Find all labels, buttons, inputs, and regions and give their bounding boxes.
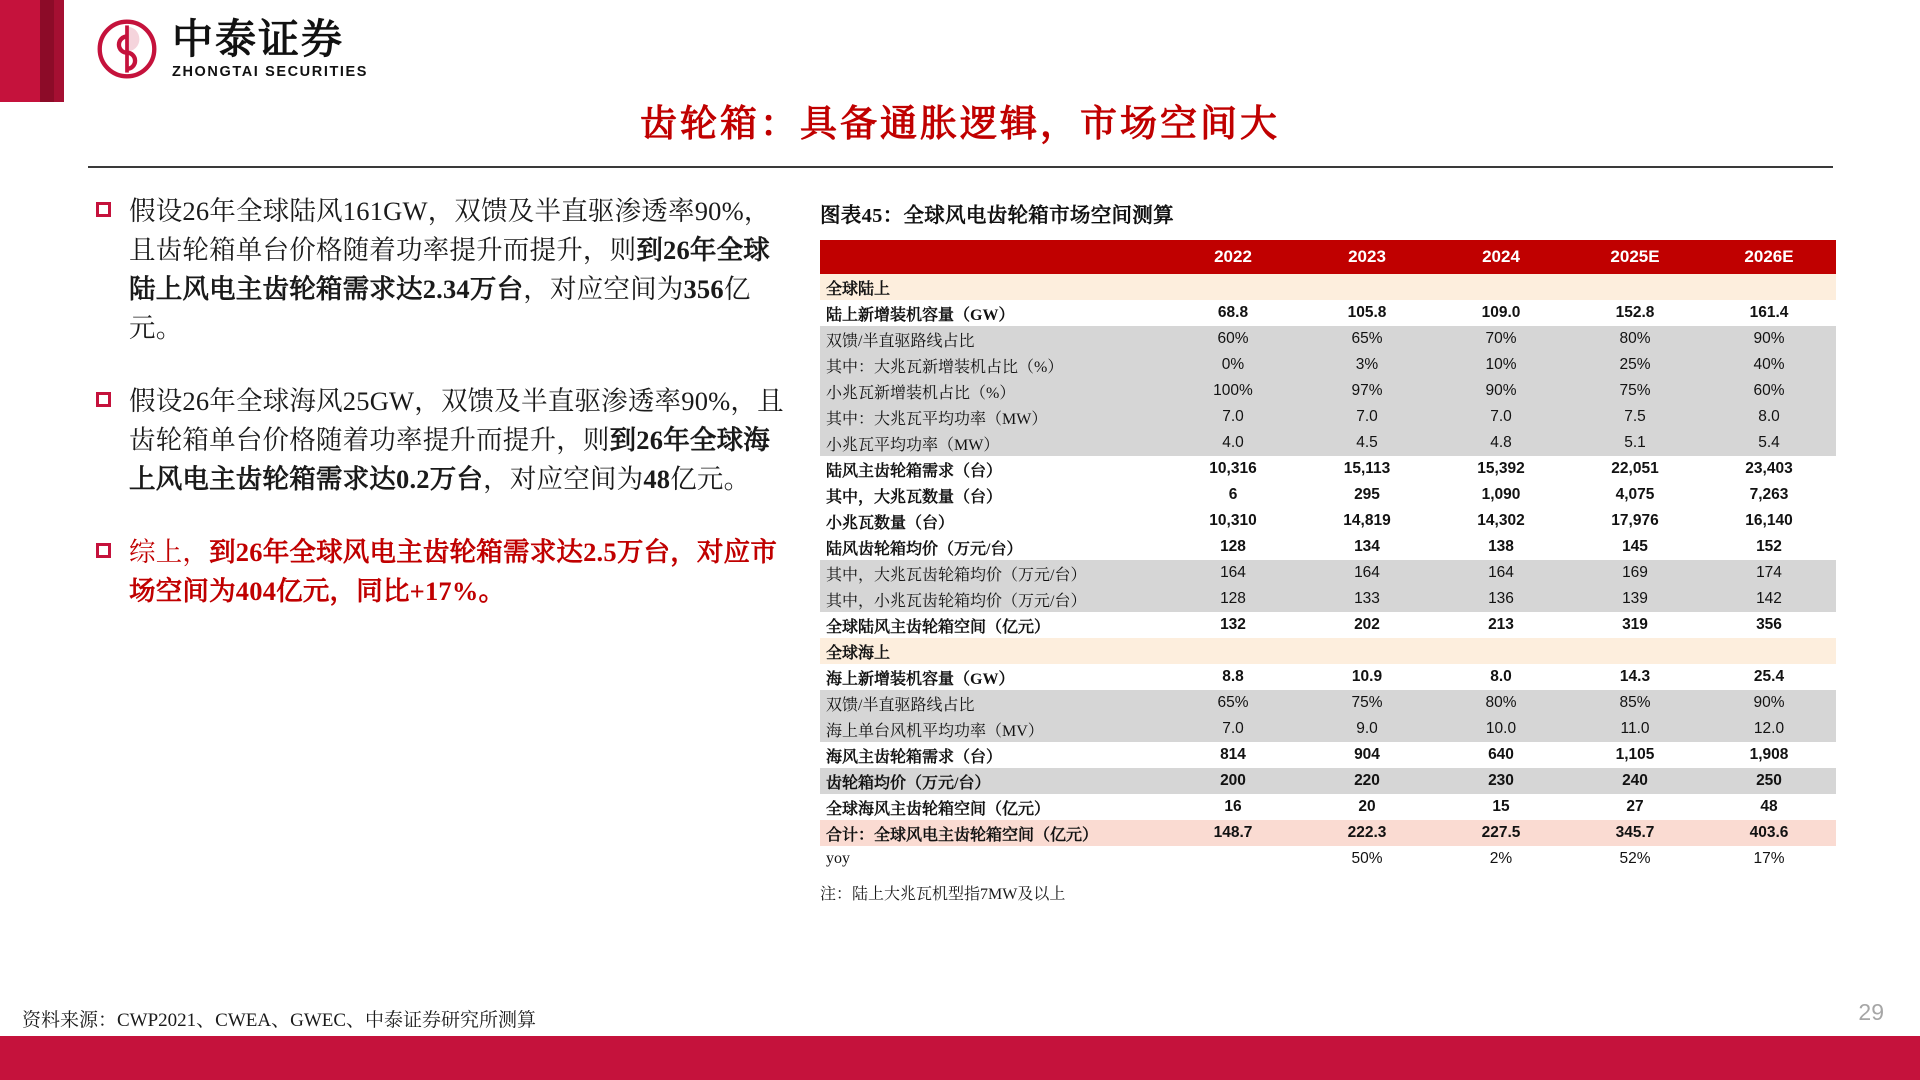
table-cell: 174 bbox=[1702, 560, 1836, 586]
table-cell: 148.7 bbox=[1166, 820, 1300, 846]
table-row-label: 其中：大兆瓦平均功率（MW） bbox=[820, 404, 1166, 430]
table-cell: 90% bbox=[1434, 378, 1568, 404]
table-cell: 60% bbox=[1166, 326, 1300, 352]
bullet-text-segment: 到26年全球陆上风电主齿轮箱需求达2.34万台 bbox=[129, 235, 771, 304]
header-stripe-primary bbox=[0, 0, 40, 102]
bullet-list bbox=[96, 192, 796, 645]
table-cell: 10.9 bbox=[1300, 664, 1434, 690]
source-line: 资料来源：CWP2021、CWEA、GWEC、中泰证券研究所测算 bbox=[22, 1009, 537, 1031]
table-cell: 10% bbox=[1434, 352, 1568, 378]
bullet-item-offshore bbox=[96, 382, 796, 499]
table-cell: 152.8 bbox=[1568, 300, 1702, 326]
table-cell: 904 bbox=[1300, 742, 1434, 768]
table-cell: 4.0 bbox=[1166, 430, 1300, 456]
table-row-label: 双馈/半直驱路线占比 bbox=[820, 690, 1166, 716]
table-row-label: 小兆瓦平均功率（MW） bbox=[820, 430, 1166, 456]
table-cell: 6 bbox=[1166, 482, 1300, 508]
table-cell: 105.8 bbox=[1300, 300, 1434, 326]
table-cell: 128 bbox=[1166, 534, 1300, 560]
table-cell: 12.0 bbox=[1702, 716, 1836, 742]
table-row-label: 陆风齿轮箱均价（万元/台） bbox=[820, 534, 1166, 560]
table-cell: 213 bbox=[1434, 612, 1568, 638]
table-head bbox=[820, 240, 1836, 274]
table-row bbox=[820, 846, 1836, 872]
table-cell: 16,140 bbox=[1702, 508, 1836, 534]
table-cell: 10,316 bbox=[1166, 456, 1300, 482]
exhibit-panel bbox=[820, 198, 1836, 904]
bullet-offshore-text bbox=[129, 382, 796, 499]
table-cell: 50% bbox=[1300, 846, 1434, 872]
table-row-label: 其中，小兆瓦齿轮箱均价（万元/台） bbox=[820, 586, 1166, 612]
table-cell: 4.5 bbox=[1300, 430, 1434, 456]
table-cell: 136 bbox=[1434, 586, 1568, 612]
table-row bbox=[820, 326, 1836, 352]
square-bullet-icon bbox=[96, 202, 111, 217]
table-cell: 25% bbox=[1568, 352, 1702, 378]
table-cell: 161.4 bbox=[1702, 300, 1836, 326]
table-cell: 145 bbox=[1568, 534, 1702, 560]
table-col-header-blank bbox=[820, 240, 1166, 274]
table-cell: 109.0 bbox=[1434, 300, 1568, 326]
table-cell: 220 bbox=[1300, 768, 1434, 794]
table-cell: 80% bbox=[1568, 326, 1702, 352]
table-col-header-2026e: 2026E bbox=[1702, 240, 1836, 274]
table-cell: 5.4 bbox=[1702, 430, 1836, 456]
table-section-row bbox=[820, 638, 1836, 664]
table-cell: 5.1 bbox=[1568, 430, 1702, 456]
table-row bbox=[820, 820, 1836, 846]
table-cell: 14,819 bbox=[1300, 508, 1434, 534]
table-cell: 15 bbox=[1434, 794, 1568, 820]
table-cell: 23,403 bbox=[1702, 456, 1836, 482]
table-cell: 202 bbox=[1300, 612, 1434, 638]
table-cell: 222.3 bbox=[1300, 820, 1434, 846]
table-row bbox=[820, 742, 1836, 768]
table-row bbox=[820, 430, 1836, 456]
table-row-label: 合计：全球风电主齿轮箱空间（亿元） bbox=[820, 820, 1166, 846]
table-cell: 356 bbox=[1702, 612, 1836, 638]
table-cell: 7.0 bbox=[1166, 716, 1300, 742]
table-cell: 17,976 bbox=[1568, 508, 1702, 534]
bullet-item-onshore bbox=[96, 192, 796, 348]
table-cell: 100% bbox=[1166, 378, 1300, 404]
table-cell: 70% bbox=[1434, 326, 1568, 352]
bullet-text-segment: ，对应空间为 bbox=[483, 464, 644, 494]
table-row-label: 小兆瓦新增装机占比（%） bbox=[820, 378, 1166, 404]
bullet-text-segment: 假设26年全球海风25GW，双馈及半直驱渗透率90%，且齿轮箱单台价格随着功率提升而提升，则 bbox=[129, 386, 784, 455]
table-cell: 1,908 bbox=[1702, 742, 1836, 768]
bullet-text-segment: 48 bbox=[643, 464, 671, 494]
table-body bbox=[820, 274, 1836, 872]
table-row bbox=[820, 404, 1836, 430]
header-stripe-dark bbox=[40, 0, 54, 102]
table-cell: 52% bbox=[1568, 846, 1702, 872]
table-cell: 133 bbox=[1300, 586, 1434, 612]
bullet-text-segment: 到26年全球风电主齿轮箱需求达2.5万台，对应市场空间为404亿元，同比+17%。 bbox=[129, 537, 778, 606]
bullet-onshore-text bbox=[129, 192, 796, 348]
table-section-row bbox=[820, 274, 1836, 300]
table-row-label: 全球海上 bbox=[820, 638, 1836, 664]
table-cell: 85% bbox=[1568, 690, 1702, 716]
square-bullet-icon bbox=[96, 392, 111, 407]
footer-band bbox=[0, 1036, 1920, 1080]
table-cell: 295 bbox=[1300, 482, 1434, 508]
table-row-label: 其中，大兆瓦齿轮箱均价（万元/台） bbox=[820, 560, 1166, 586]
table-cell: 1,090 bbox=[1434, 482, 1568, 508]
table-cell: 10,310 bbox=[1166, 508, 1300, 534]
table-cell: 250 bbox=[1702, 768, 1836, 794]
table-cell: 128 bbox=[1166, 586, 1300, 612]
table-cell: 68.8 bbox=[1166, 300, 1300, 326]
table-cell: 97% bbox=[1300, 378, 1434, 404]
table-cell: 9.0 bbox=[1300, 716, 1434, 742]
table-row-label: 其中：大兆瓦新增装机占比（%） bbox=[820, 352, 1166, 378]
bullet-summary-text bbox=[129, 533, 796, 611]
table-col-header-2024: 2024 bbox=[1434, 240, 1568, 274]
table-row bbox=[820, 482, 1836, 508]
table-cell: 75% bbox=[1300, 690, 1434, 716]
table-cell: 132 bbox=[1166, 612, 1300, 638]
table-cell: 48 bbox=[1702, 794, 1836, 820]
table-row-label: 海风主齿轮箱需求（台） bbox=[820, 742, 1166, 768]
table-cell: 345.7 bbox=[1568, 820, 1702, 846]
table-row bbox=[820, 300, 1836, 326]
table-cell: 164 bbox=[1434, 560, 1568, 586]
table-header-row bbox=[820, 240, 1836, 274]
table-row-label: 海上新增装机容量（GW） bbox=[820, 664, 1166, 690]
table-row-label: 其中，大兆瓦数量（台） bbox=[820, 482, 1166, 508]
table-cell: 640 bbox=[1434, 742, 1568, 768]
table-cell: 7.0 bbox=[1300, 404, 1434, 430]
table-cell: 319 bbox=[1568, 612, 1702, 638]
table-note: 注：陆上大兆瓦机型指7MW及以上 bbox=[820, 886, 1066, 903]
table-cell: 403.6 bbox=[1702, 820, 1836, 846]
table-cell: 139 bbox=[1568, 586, 1702, 612]
table-cell: 7.0 bbox=[1166, 404, 1300, 430]
company-logo bbox=[96, 18, 368, 80]
logo-chinese-name: 中泰证券 bbox=[172, 16, 344, 62]
table-cell: 17% bbox=[1702, 846, 1836, 872]
table-row bbox=[820, 586, 1836, 612]
table-row bbox=[820, 378, 1836, 404]
bullet-text-segment: 亿元。 bbox=[670, 464, 751, 494]
table-row-label: 全球陆上 bbox=[820, 274, 1836, 300]
square-bullet-icon bbox=[96, 543, 111, 558]
table-cell: 65% bbox=[1166, 690, 1300, 716]
table-cell: 40% bbox=[1702, 352, 1836, 378]
table-cell: 152 bbox=[1702, 534, 1836, 560]
table-cell: 90% bbox=[1702, 326, 1836, 352]
table-cell: 90% bbox=[1702, 690, 1836, 716]
table-row-label: 全球陆风主齿轮箱空间（亿元） bbox=[820, 612, 1166, 638]
logo-english-name: ZHONGTAI SECURITIES bbox=[172, 64, 369, 81]
table-cell: 2% bbox=[1434, 846, 1568, 872]
table-cell: 227.5 bbox=[1434, 820, 1568, 846]
table-row-label: 陆上新增装机容量（GW） bbox=[820, 300, 1166, 326]
table-cell: 200 bbox=[1166, 768, 1300, 794]
table-cell: 4,075 bbox=[1568, 482, 1702, 508]
table-row bbox=[820, 560, 1836, 586]
table-row-label: 海上单台风机平均功率（MV） bbox=[820, 716, 1166, 742]
table-cell: 27 bbox=[1568, 794, 1702, 820]
table-cell: 15,392 bbox=[1434, 456, 1568, 482]
page-number: 29 bbox=[1858, 999, 1884, 1025]
table-cell: 65% bbox=[1300, 326, 1434, 352]
market-space-table bbox=[820, 240, 1836, 872]
table-cell: 20 bbox=[1300, 794, 1434, 820]
table-row bbox=[820, 794, 1836, 820]
table-cell bbox=[1166, 846, 1300, 872]
title-divider bbox=[88, 166, 1833, 168]
page-title: 齿轮箱：具备通胀逻辑，市场空间大 bbox=[640, 104, 1280, 145]
table-cell: 80% bbox=[1434, 690, 1568, 716]
header-stripe-mid bbox=[54, 0, 64, 102]
table-cell: 142 bbox=[1702, 586, 1836, 612]
bullet-text-segment: ，对应空间为 bbox=[523, 274, 684, 304]
table-row bbox=[820, 612, 1836, 638]
table-cell: 240 bbox=[1568, 768, 1702, 794]
table-cell: 8.0 bbox=[1702, 404, 1836, 430]
table-cell: 230 bbox=[1434, 768, 1568, 794]
table-row bbox=[820, 352, 1836, 378]
table-cell: 8.0 bbox=[1434, 664, 1568, 690]
table-cell: 75% bbox=[1568, 378, 1702, 404]
table-cell: 138 bbox=[1434, 534, 1568, 560]
table-row-label: yoy bbox=[820, 846, 1166, 872]
exhibit-title: 图表45：全球风电齿轮箱市场空间测算 bbox=[820, 205, 1174, 227]
bullet-text-segment: 亿元。 bbox=[129, 274, 751, 343]
table-cell: 7,263 bbox=[1702, 482, 1836, 508]
bullet-text-segment: 假设26年全球陆风161GW，双馈及半直驱渗透率90%，且齿轮箱单台价格随着功率提升而提升，则 bbox=[129, 196, 771, 265]
table-row-label: 陆风主齿轮箱需求（台） bbox=[820, 456, 1166, 482]
table-row-label: 齿轮箱均价（万元/台） bbox=[820, 768, 1166, 794]
table-cell: 14.3 bbox=[1568, 664, 1702, 690]
table-col-header-2025e: 2025E bbox=[1568, 240, 1702, 274]
table-row bbox=[820, 508, 1836, 534]
table-row-label: 双馈/半直驱路线占比 bbox=[820, 326, 1166, 352]
table-cell: 11.0 bbox=[1568, 716, 1702, 742]
bullet-text-segment: 到26年全球海上风电主齿轮箱需求达0.2万台 bbox=[129, 425, 771, 494]
table-cell: 8.8 bbox=[1166, 664, 1300, 690]
table-col-header-2023: 2023 bbox=[1300, 240, 1434, 274]
bullet-text-segment: 综上， bbox=[129, 537, 210, 567]
table-col-header-2022: 2022 bbox=[1166, 240, 1300, 274]
slide-header bbox=[0, 0, 1920, 102]
table-cell: 164 bbox=[1300, 560, 1434, 586]
table-row bbox=[820, 534, 1836, 560]
table-row bbox=[820, 664, 1836, 690]
table-cell: 60% bbox=[1702, 378, 1836, 404]
table-cell: 0% bbox=[1166, 352, 1300, 378]
table-cell: 16 bbox=[1166, 794, 1300, 820]
table-cell: 7.5 bbox=[1568, 404, 1702, 430]
table-cell: 14,302 bbox=[1434, 508, 1568, 534]
table-row bbox=[820, 716, 1836, 742]
table-row bbox=[820, 768, 1836, 794]
table-cell: 3% bbox=[1300, 352, 1434, 378]
table-cell: 814 bbox=[1166, 742, 1300, 768]
bullet-item-summary bbox=[96, 533, 796, 611]
table-cell: 10.0 bbox=[1434, 716, 1568, 742]
table-cell: 4.8 bbox=[1434, 430, 1568, 456]
bullet-text-segment: 356 bbox=[683, 274, 724, 304]
table-cell: 1,105 bbox=[1568, 742, 1702, 768]
table-row-label: 全球海风主齿轮箱空间（亿元） bbox=[820, 794, 1166, 820]
table-cell: 164 bbox=[1166, 560, 1300, 586]
table-cell: 134 bbox=[1300, 534, 1434, 560]
table-row-label: 小兆瓦数量（台） bbox=[820, 508, 1166, 534]
zhongtai-emblem-icon bbox=[96, 18, 158, 80]
table-cell: 7.0 bbox=[1434, 404, 1568, 430]
table-row bbox=[820, 690, 1836, 716]
table-cell: 169 bbox=[1568, 560, 1702, 586]
table-cell: 22,051 bbox=[1568, 456, 1702, 482]
table-row bbox=[820, 456, 1836, 482]
table-cell: 15,113 bbox=[1300, 456, 1434, 482]
table-cell: 25.4 bbox=[1702, 664, 1836, 690]
